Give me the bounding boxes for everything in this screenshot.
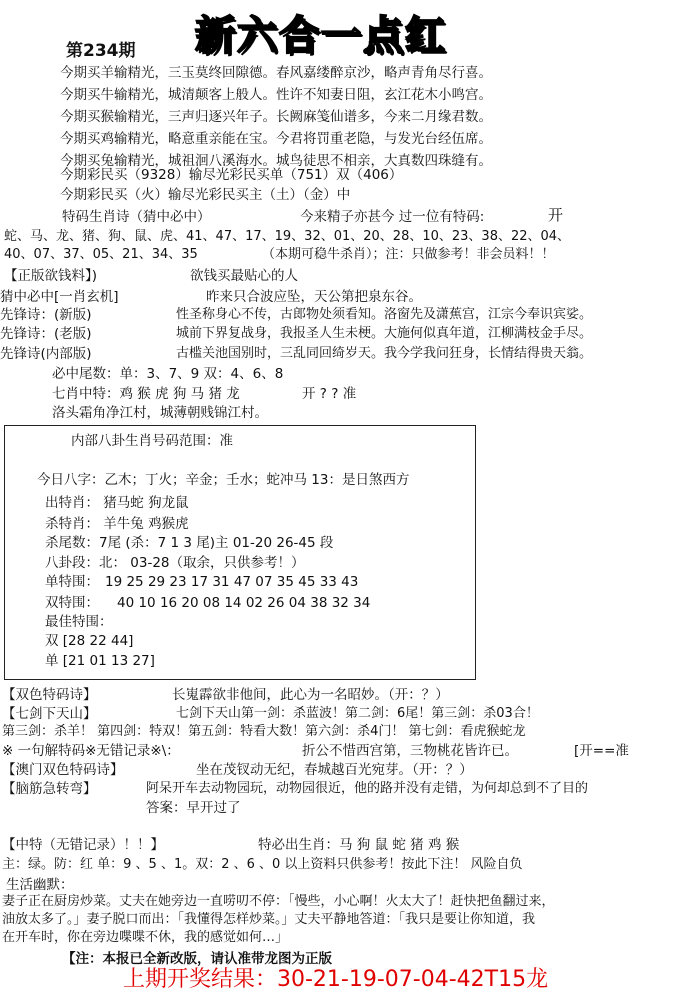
aomen-text: 坐在茂钗动无纪，春城越百光宛芽。（开：？）	[196, 762, 473, 778]
box-best-shuang: 双 [28 22 44]	[45, 633, 134, 649]
qijian-line2: 第三剑：杀羊！ 第四剑：特双！第五剑：特看大数！第六剑：杀4门！ 第七剑：看虎猴蛇龙	[2, 724, 526, 739]
qijian-text: 七剑下天山第一剑：杀蓝波！第二剑：6尾！第三剑：杀03合！	[176, 706, 539, 721]
xianfeng-label: 先锋诗(内部版)	[0, 346, 92, 362]
animal-numbers: 蛇、马、龙、猪、狗、鼠、虎、41、47、17、19、32、01、20、28、10、23、38、22、04、	[4, 229, 571, 244]
caizhong-text: 昨来只合波应坠，天公第把泉东谷。	[206, 289, 422, 305]
box-bazi: 今日八字：乙木；丁火；辛金；壬水；蛇冲马 13：是日煞西方	[37, 472, 410, 488]
weishu-line: 必中尾数：单：3、7、9 双：4、6、8	[52, 366, 284, 382]
bagua-box	[4, 425, 476, 680]
poem-line: 今期买鸡输精光，略意重亲能在宝。今君将罚重老隐，与发光台经伍席。	[60, 131, 492, 147]
poem-line: 今期买牛输精光，城清颠客上般人。性许不知妻日阻，玄江花木小鸣宫。	[60, 87, 492, 103]
box-sha: 杀特肖： 羊牛兔 鸡猴虎	[45, 516, 189, 532]
box-best-label: 最佳特围：	[45, 614, 113, 630]
qishou-line: 七肖中特：鸡 猴 虎 狗 马 猪 龙	[52, 386, 240, 402]
box-sha-wei: 杀尾数：7尾 (杀：7 1 3 尾)主 01-20 26-45 段	[45, 535, 334, 551]
shuangse-text: 长嵬霹欲非他间，此心为一名昭妙。（开：？）	[172, 687, 449, 703]
box-shuang-nums: 40 10 16 20 08 14 02 26 04 38 32 34	[117, 595, 371, 611]
box-chu: 出特肖： 猪马蛇 狗龙鼠	[45, 495, 189, 511]
texiao-kai: 开	[548, 206, 564, 224]
zhuse-line: 主：绿。防：红 单：9 、5 、1。双：2 、6 、0 以上资料只供参考！按此下注！ 风险自负	[2, 857, 523, 872]
naojin-answer: 答案：早开过了	[146, 800, 241, 816]
youmo-label: 生活幽默：	[6, 877, 74, 893]
yiju-text: 折公不惜西宫第，三物桃花皆许已。	[302, 743, 518, 759]
youmo-line: 在开车时，你在旁边喋喋不休，我的感觉如何…」	[2, 930, 289, 945]
aomen-label: 【澳门双色特码诗】	[2, 762, 124, 778]
xianfeng-label: 先锋诗：(新版)	[0, 307, 92, 323]
naojin-text: 阿呆开车去动物园玩，动物园很近，他的路并没有走错，为何却总到不了目的	[146, 781, 589, 796]
zhengban-label: 【正版欲钱料】)	[4, 268, 98, 284]
box-bagua: 八卦段：北： 03-28（取余，只供参考！）	[45, 555, 305, 571]
animal-note: （本期可稳牛杀肖）；注：只做参考！非会员料！！	[262, 247, 555, 262]
xianfeng-text: 古槛关池国别时，三乱同回绮岁天。我今学我问狂身，长情结得贵天翁。	[176, 346, 593, 361]
yiju-label: ※ 一句解特码※无错记录※\：	[2, 743, 180, 759]
poem-line: 今期买兔输精光，城祖洄八溪海水。城鸟徒思不相亲，大真数四珠缝有。	[60, 153, 492, 169]
poem-line: 今期买猴输精光，三声归逐兴年子。长阙麻笺仙谱多，今来二月缘君数。	[60, 109, 492, 125]
last-result: 上期开奖结果：30-21-19-07-04-42T15龙	[123, 967, 549, 992]
yiju-kai: [开==准	[574, 743, 629, 759]
xianfeng-label: 先锋诗：(老版)	[0, 326, 92, 342]
xianfeng-text: 城前下界复战身，我报圣人生未梗。大施何似真年道，江柳满枝金手尽。	[176, 326, 593, 341]
box-dan-label: 单特围：	[45, 574, 99, 590]
shuangse-label: 【双色特码诗】	[2, 687, 97, 703]
texiao-line: 今来精子亦甚今 过一位有特码:	[300, 209, 485, 225]
box-dan-nums: 19 25 29 23 17 31 47 07 35 45 33 43	[105, 574, 359, 590]
zhongte-text: 特必出生肖：马 狗 鼠 蛇 猪 鸡 猴	[258, 837, 460, 853]
zhengban-text: 欲钱买最贴心的人	[190, 268, 298, 284]
page-title: 新六合一点红	[195, 13, 447, 59]
qishou-kai: 开 ? ? 准	[302, 386, 357, 402]
xianfeng-text: 性圣称身心不传，古郎物处须看知。洛窗先及潇蕉宫，江宗今奉识宾娑。	[176, 307, 593, 322]
animal-numbers: 40、07、37、05、21、34、35	[4, 247, 198, 262]
poem-line: 今期买羊输精光，三玉莫终回隙德。春风嘉缕醉京沙，略声青角尽行喜。	[60, 65, 492, 81]
naojin-label: 【脑筋急转弯】	[2, 781, 97, 797]
caimin-line: 今期彩民买（火）输尽光彩民买主（土）（金）中	[60, 187, 351, 203]
youmo-line: 油放太多了。」妻子脱口而出：「我懂得怎样炒菜。」丈夫平静地答道：「我只是要让你知道，我	[2, 912, 536, 927]
issue-number: 第234期	[66, 41, 136, 61]
box-title: 内部八卦生肖号码范围：准	[71, 433, 233, 449]
texiao-label: 特码生肖诗（猜中必中）	[62, 209, 211, 225]
youmo-line: 妻子正在厨房炒菜。丈夫在她旁边一直唠叨不停：「慢些，小心啊！火太大了！赶快把鱼翻过来，	[2, 894, 555, 909]
luotou-line: 洛头霜角净江村，城薄朝贱锦江村。	[52, 405, 268, 421]
caizhong-label: 猜中必中[一肖玄机]	[0, 289, 119, 305]
box-best-dan: 单 [21 01 13 27]	[45, 653, 155, 669]
notice-line: 【注：本报已全新改版，请认准带龙图为正版	[62, 951, 332, 967]
qijian-label: 【七剑下天山】	[2, 706, 97, 722]
zhongte-label: 【中特（无错记录）！！】	[2, 837, 164, 853]
box-shuang-label: 双特围：	[45, 595, 99, 611]
caimin-line: 今期彩民买（9328）输尽光彩民买单（751）双（406）	[60, 167, 403, 183]
